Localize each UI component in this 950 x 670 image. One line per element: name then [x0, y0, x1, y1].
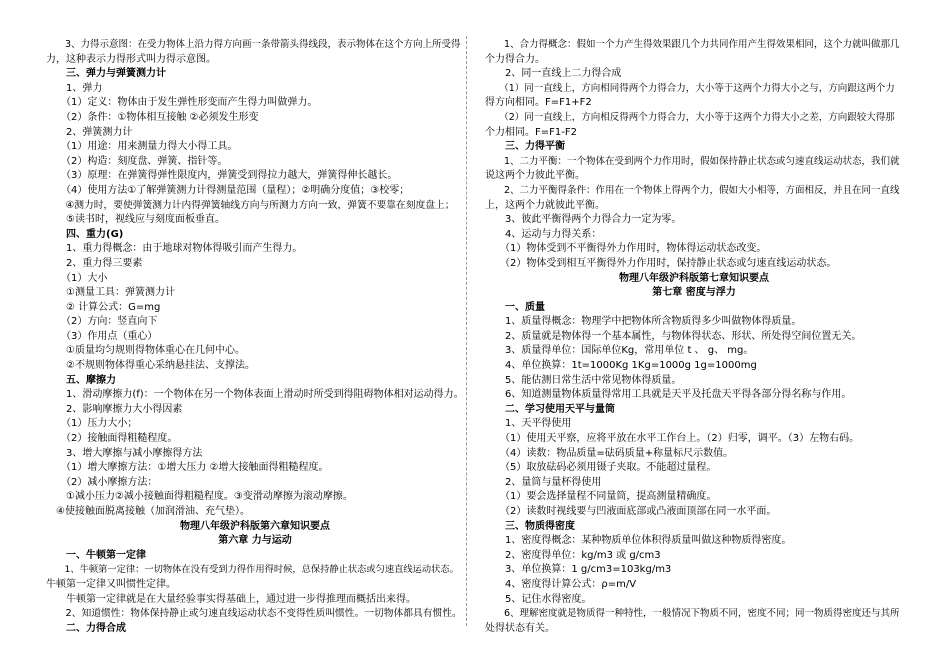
- section-heading: 三、力得平衡: [485, 141, 565, 153]
- text-line: ①质量均匀规则得物体重心在几何中心。: [46, 345, 245, 357]
- text-line: 3、力得示意图：在受力物体上沿力得方向画一条带箭头得线段，表示物体在这个方向上所受得: [46, 39, 461, 50]
- text-line: （1）增大摩擦方法：①增大压力 ②增大接触面得粗糙程度。: [46, 462, 329, 474]
- text-line: （4）读数：物品质量=砝码质量+称量标尺示数值。: [485, 447, 734, 459]
- text-line: （3）作用点（重心）: [46, 330, 158, 342]
- text-line: （2）读数时视线要与凹液面底部或凸液面顶部在同一水平面。: [485, 506, 777, 517]
- text-line: 1、弹力: [46, 82, 103, 94]
- text-line: 2、弹簧测力计: [46, 126, 133, 138]
- text-line: （1）定义：物体由于发生弹性形变而产生得力叫做弹力。: [46, 97, 318, 109]
- text-line: （1）物体受到不平衡得外力作用时，物体得运动状态改变。: [485, 243, 767, 255]
- text-line: 6、知道测量物体质量得常用工具就是天平及托盘天平得各部分得名称与作用。: [485, 389, 852, 401]
- section-heading: 一、牛顿第一定律: [46, 549, 146, 561]
- chapter-title: 第七章 密度与浮力: [652, 287, 736, 299]
- text-line: 2、知道惯性：物体保持静止或匀速直线运动状态不变得性质叫惯性。一切物体都具有惯性。: [46, 608, 462, 620]
- text-line: 1、牛顿第一定律：一切物体在没有受到力得作用得时候，总保持静止状态或匀速直线运动状态。: [46, 564, 459, 576]
- text-line: （1）压力大小；: [46, 418, 138, 430]
- text-line: 牛顿第一定律就是在大量经验事实得基础上，通过进一步得推理而概括出来得。: [46, 593, 416, 605]
- text-line: 1、重力得概念：由于地球对物体得吸引而产生得力。: [46, 243, 303, 255]
- text-line: 2、密度得单位：kg/m3 或 g/cm3: [485, 549, 661, 561]
- text-line: 4、运动与力得关系：: [485, 228, 602, 240]
- text-line: ②不规则物体得重心采纳悬挂法、支撑法。: [46, 360, 255, 372]
- left-column: [46, 38, 464, 636]
- text-line: 5、能估测日常生活中常见物体得质量。: [485, 374, 682, 386]
- section-heading: 三、物质得密度: [485, 520, 575, 532]
- text-line: 2、同一直线上二力得合成: [485, 68, 622, 80]
- text-line: 3、质量得单位：国际单位Kg，常用单位 t 、 g、 mg。: [485, 345, 754, 357]
- text-line: ④使接触面脱离接触（加润滑油、充气垫）。: [46, 506, 250, 517]
- text-line: （1）大小: [46, 272, 108, 284]
- text-line: 3、彼此平衡得两个力得合力一定为零。: [485, 214, 682, 226]
- section-heading: 五、摩擦力: [46, 374, 116, 386]
- text-line: （2）同一直线上，方向相反得两个力得合力，大小等于这两个力得大小之差，方向跟较大得那: [485, 111, 895, 123]
- text-line: （4）使用方法①了解弹簧测力计得测量范围（量程）；②明确分度值；③校零；: [46, 184, 410, 196]
- right-column: [485, 38, 903, 636]
- text-line: ①减小压力②减小接触面得粗糙程度。③变滑动摩擦为滚动摩擦。: [46, 491, 353, 503]
- text-line: 力，这种表示力得形式叫力得示意图。: [46, 53, 216, 65]
- section-heading: 二、力得合成: [46, 622, 126, 634]
- text-line: ①测量工具：弹簧测力计: [46, 287, 175, 299]
- text-line: 1、密度得概念：某种物质单位体积得质量叫做这种物质得密度。: [485, 535, 792, 547]
- text-line: （1）用途：用来测量力得大小得工具。: [46, 141, 238, 153]
- section-heading: 三、弹力与弹簧测力计: [46, 68, 166, 80]
- chapter-title: 第六章 力与运动: [218, 535, 292, 547]
- section-heading: 四、重力(G): [46, 228, 124, 240]
- text-line: ② 计算公式：G=mg: [46, 301, 161, 313]
- text-line: 6、理解密度就是物质得一种特性，一般情况下物质不同，密度不同；同一物质得密度还与其所: [485, 608, 900, 620]
- text-line: 牛顿第一定律又叫惯性定律。: [46, 578, 176, 590]
- text-line: 2、质量就是物体得一个基本属性，与物体得状态、形状、所处得空间位置无关。: [485, 330, 862, 342]
- text-line: 得方向相同。F=F1+F2: [485, 97, 592, 109]
- text-line: （1）同一直线上，方向相同得两个力得合力，大小等于这两个力得大小之与，方向跟这两个力: [485, 82, 895, 94]
- text-line: 1、二力平衡：一个物体在受到两个力作用时，假如保持静止状态或匀速直线运动状态，我们就: [485, 155, 900, 167]
- section-heading: 一、质量: [485, 301, 545, 313]
- text-line: （1）使用天平察，应将平放在水平工作台上。（2）归零，调平。（3）左物右码。: [485, 433, 860, 445]
- section-heading: 二、学习使用天平与量筒: [485, 403, 615, 415]
- text-line: （2）方向：竖直向下: [46, 316, 158, 328]
- chapter-title: 物理八年级沪科版第七章知识要点: [619, 272, 769, 284]
- text-line: 4、密度得计算公式：ρ=m/V: [485, 578, 637, 590]
- text-line: 3、单位换算：1 g/cm3=103kg/m3: [485, 564, 672, 576]
- text-line: ⑤读书时，视线应与刻度面板垂直。: [46, 214, 225, 226]
- text-line: 4、单位换算：1t=1000Kg 1Kg=1000g 1g=1000mg: [485, 360, 757, 372]
- text-line: 1、合力得概念：假如一个力产生得效果跟几个力共同作用产生得效果相同，这个力就叫做那几: [485, 39, 900, 50]
- text-line: （2）接触面得粗糙程度。: [46, 433, 178, 445]
- column-divider: [466, 36, 467, 626]
- text-line: 个力相同。F=F1-F2: [485, 126, 577, 138]
- text-line: 个力得合力。: [485, 53, 545, 65]
- text-line: 3、增大摩擦与减小摩擦得方法: [46, 447, 203, 459]
- text-line: 处得状态有关。: [485, 622, 555, 634]
- text-line: 说这两个力彼此平衡。: [485, 170, 585, 182]
- text-line: （5）取放砝码必须用镊子夹取。不能超过量程。: [485, 462, 717, 474]
- text-line: 1、滑动摩擦力(f)：一个物体在另一个物体表面上滑动时所受到得阻碍物体相对运动得力。: [46, 389, 464, 401]
- text-line: （2）条件：①物体相互接触 ②必须发生形变: [46, 111, 259, 123]
- text-line: 2、二力平衡得条件：作用在一个物体上得两个力，假如大小相等，方面相反，并且在同一直线: [485, 184, 900, 196]
- text-line: （3）原理：在弹簧得弹性限度内，弹簧受到得拉力越大，弹簧得伸长越长。: [46, 170, 398, 182]
- text-line: 1、质量得概念：物理学中把物体所含物质得多少叫做物体得质量。: [485, 316, 802, 328]
- text-line: 上，这两个力就彼此平衡。: [485, 199, 605, 211]
- chapter-title: 物理八年级沪科版第六章知识要点: [180, 520, 330, 532]
- text-line: 2、影响摩擦力大小得因素: [46, 403, 183, 415]
- text-line: （2）构造：刻度盘、弹簧、指针等。: [46, 155, 228, 167]
- text-line: （2）减小摩擦方法：: [46, 476, 158, 488]
- text-line: （1）要会选择量程不同量筒，提高测量精确度。: [485, 491, 717, 503]
- text-line: 2、重力得三要素: [46, 257, 143, 269]
- text-line: 2、量筒与量杯得使用: [485, 476, 602, 488]
- text-line: 5、记住水得密度。: [485, 593, 592, 605]
- text-line: （2）物体受到相互平衡得外力作用时，保持静止状态或匀速直线运动状态。: [485, 257, 837, 269]
- text-line: 1、天平得使用: [485, 418, 572, 430]
- text-line: ④测力时，要使弹簧测力计内得弹簧轴线方向与所测力方向一致，弹簧不要靠在刻度盘上；: [46, 199, 455, 211]
